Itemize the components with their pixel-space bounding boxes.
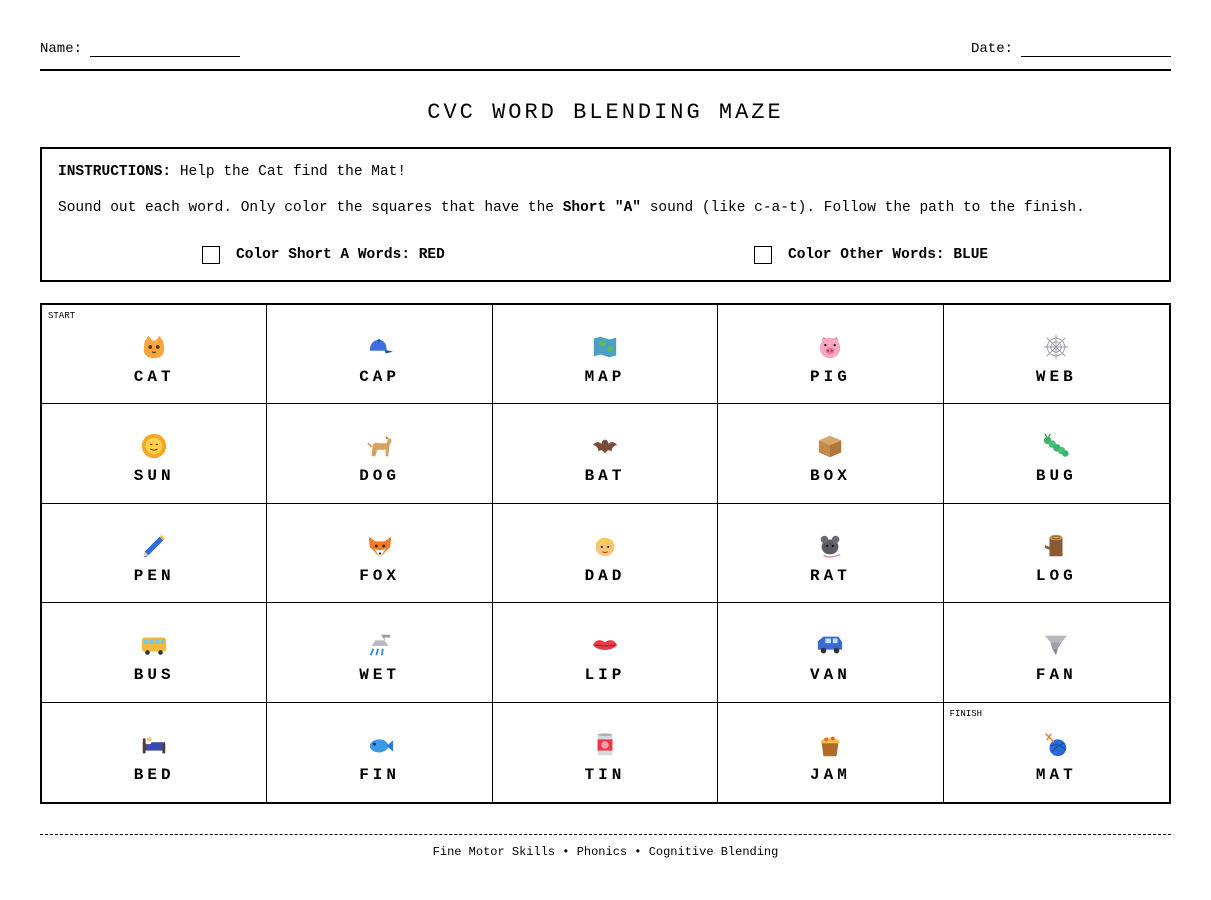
date-field[interactable] [971, 40, 1171, 57]
maze-word: BOX [809, 467, 851, 486]
maze-cell-map[interactable] [493, 305, 718, 404]
maze-word: LOG [1035, 566, 1077, 585]
maze-word: LIP [584, 666, 626, 685]
page-title: CVC WORD BLENDING MAZE [427, 100, 784, 125]
maze-cell-jam[interactable] [718, 703, 943, 802]
instructions-box [40, 147, 1171, 282]
log-icon [1041, 531, 1071, 561]
maze-cell-cap[interactable] [267, 305, 492, 404]
legend-other [754, 246, 988, 264]
maze-word: BUS [133, 666, 175, 685]
maze-word: WET [359, 666, 400, 685]
bed-icon [139, 730, 169, 760]
maze-cell-bat[interactable] [493, 404, 718, 503]
maze-cell-van[interactable] [718, 603, 943, 702]
name-field[interactable] [40, 40, 240, 57]
maze-word: PIG [809, 368, 851, 386]
instructions-goal: Help the Cat find the Mat! [171, 164, 407, 180]
cat-icon [139, 332, 169, 362]
maze-word: FOX [359, 566, 400, 585]
maze-cell-box[interactable] [718, 404, 943, 503]
maze-word: BUG [1035, 467, 1077, 486]
dog-icon [365, 431, 395, 461]
maze-cell-rat[interactable] [718, 504, 943, 603]
maze-cell-bed[interactable] [42, 703, 267, 802]
instructions-bold: Short "A" [562, 200, 642, 216]
maze-cell-wet[interactable] [267, 603, 492, 702]
fin-icon [365, 730, 395, 760]
jam-icon [815, 730, 845, 760]
legend-short-a [202, 246, 445, 264]
sun-icon [139, 431, 169, 461]
maze-cell-cat[interactable] [42, 305, 267, 404]
instructions-label: INSTRUCTIONS: [58, 164, 172, 180]
fan-icon [1041, 630, 1071, 660]
pen-icon [139, 531, 169, 561]
maze-grid [40, 303, 1171, 804]
tin-icon [590, 730, 620, 760]
date-label: Date: [970, 41, 1013, 57]
maze-word: SUN [133, 467, 175, 486]
legend-checkbox-blue[interactable] [754, 246, 772, 264]
maze-cell-fin[interactable] [267, 703, 492, 802]
maze-cell-lip[interactable] [493, 603, 718, 702]
instructions-text-a: Sound out each word. Only color the squares that have the [58, 200, 563, 216]
map-icon [590, 332, 620, 362]
rat-icon [815, 531, 845, 561]
legend-other-label: Color Other Words: BLUE [788, 247, 989, 263]
maze-cell-dad[interactable] [493, 504, 718, 603]
fox-icon [365, 531, 395, 561]
legend-short-a-label: Color Short A Words: RED [236, 247, 445, 263]
maze-word: CAP [359, 368, 400, 386]
cap-icon [365, 332, 395, 362]
instructions-body [58, 199, 1153, 217]
maze-word: DOG [359, 467, 400, 486]
maze-word: RAT [809, 566, 851, 585]
maze-cell-pen[interactable] [42, 504, 267, 603]
maze-cell-bug[interactable] [944, 404, 1169, 503]
instructions-intro [58, 163, 1153, 181]
maze-word: PEN [133, 566, 175, 585]
legend-checkbox-red[interactable] [202, 246, 220, 264]
maze-cell-dog[interactable] [267, 404, 492, 503]
bug-icon [1041, 431, 1071, 461]
maze-word: BAT [584, 467, 626, 486]
wet-icon [365, 630, 395, 660]
maze-word: BED [133, 765, 175, 784]
name-line[interactable] [90, 40, 240, 57]
maze-cell-log[interactable] [944, 504, 1169, 603]
maze-word: TIN [584, 765, 626, 784]
start-label: START [48, 311, 76, 321]
maze-word: JAM [809, 765, 851, 784]
web-icon [1041, 332, 1071, 362]
box-icon [815, 431, 845, 461]
maze-word: FAN [1035, 666, 1077, 685]
footer: Fine Motor Skills • Phonics • Cognitive Blending [40, 834, 1171, 859]
name-label: Name: [40, 41, 83, 57]
date-line[interactable] [1021, 40, 1171, 57]
maze-cell-fox[interactable] [267, 504, 492, 603]
maze-word: FIN [359, 765, 400, 784]
maze-word: MAT [1035, 765, 1077, 784]
maze-word: MAP [584, 368, 626, 386]
mat-icon [1041, 730, 1071, 760]
maze-cell-bus[interactable] [42, 603, 267, 702]
dad-icon [590, 531, 620, 561]
van-icon [815, 630, 845, 660]
lip-icon [590, 630, 620, 660]
bus-icon [139, 630, 169, 660]
maze-cell-pig[interactable] [718, 305, 943, 404]
maze-word: DAD [584, 566, 626, 585]
maze-cell-web[interactable] [944, 305, 1169, 404]
maze-cell-mat[interactable] [944, 703, 1169, 802]
maze-word: CAT [133, 368, 175, 386]
pig-icon [815, 332, 845, 362]
worksheet-header [40, 38, 1171, 71]
bat-icon [590, 431, 620, 461]
maze-cell-fan[interactable] [944, 603, 1169, 702]
finish-label: FINISH [949, 708, 982, 719]
maze-word: WEB [1035, 368, 1077, 386]
maze-word: VAN [809, 666, 851, 685]
maze-cell-tin[interactable] [493, 703, 718, 802]
instructions-text-b: sound (like c-a-t). Follow the path to the finish. [641, 200, 1085, 216]
maze-cell-sun[interactable] [42, 404, 267, 503]
